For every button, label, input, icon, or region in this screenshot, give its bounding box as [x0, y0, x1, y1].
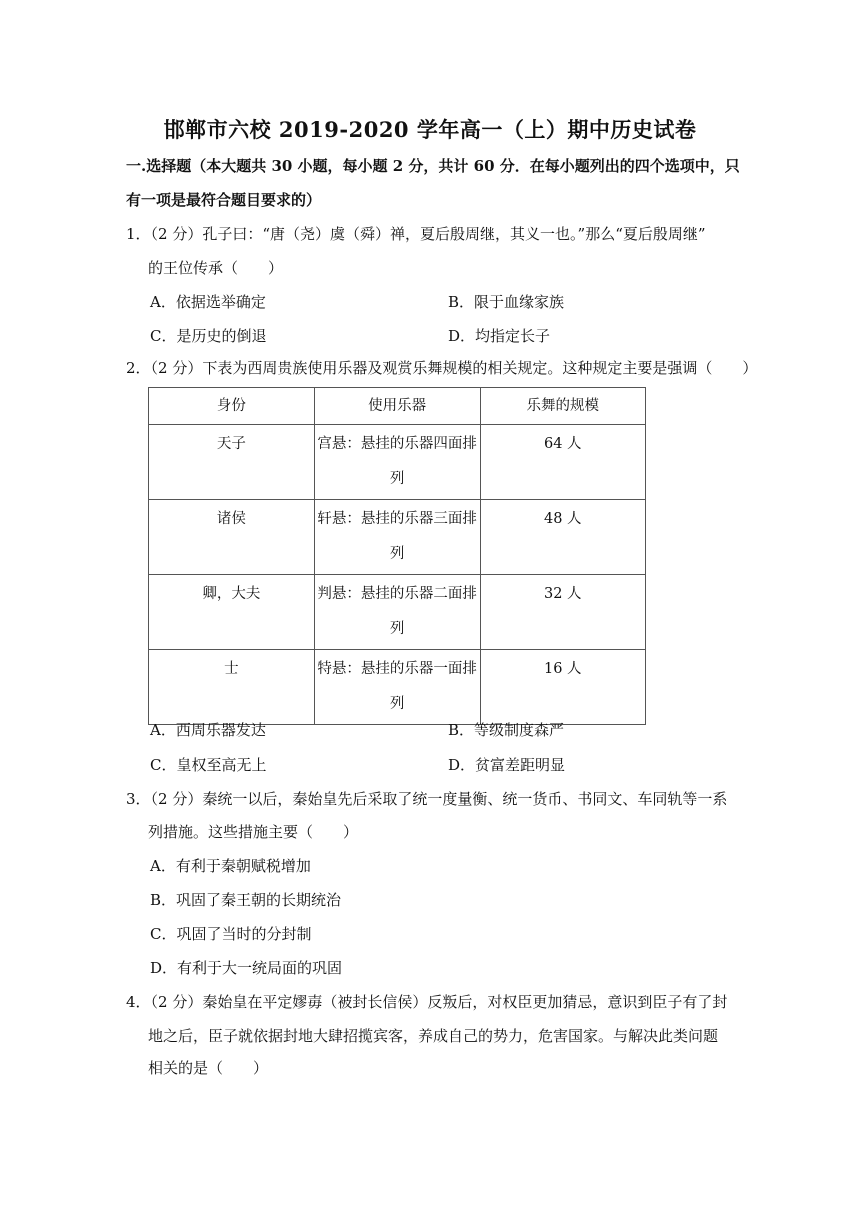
section-heading-line2: 有一项是最符合题目要求的） [126, 191, 322, 209]
table-header-scale: 乐舞的规模 [480, 388, 646, 425]
question-2-option-b: B．等级制度森严 [448, 721, 565, 739]
instrument-text-line2: 列 [389, 546, 405, 562]
question-2-option-a: A．西周乐器发达 [150, 721, 266, 739]
question-3-option-c: C．巩固了当时的分封制 [150, 925, 312, 943]
table-cell-rank: 士 [149, 650, 315, 725]
table-cell-instrument [314, 650, 480, 725]
page-title: 邯郸市六校 2019-2020 学年高一（上）期中历史试卷 [163, 117, 697, 142]
table-header-instrument: 使用乐器 [314, 388, 480, 425]
instrument-text-line1: 判悬：悬挂的乐器二面排 [317, 586, 477, 602]
question-3-stem-line2: 列措施。这些措施主要（ ） [148, 823, 359, 841]
table-cell-rank: 天子 [149, 425, 315, 500]
table-header-row [149, 388, 646, 425]
table-cell-rank: 诸侯 [149, 500, 315, 575]
table-cell-instrument [314, 575, 480, 650]
question-3-option-b: B．巩固了秦王朝的长期统治 [150, 891, 342, 909]
question-3-stem-line1: 3．（2 分）秦统一以后，秦始皇先后采取了统一度量衡、统一货币、书同文、车同轨等一系 [126, 790, 728, 808]
question-3-option-a: A．有利于秦朝赋税增加 [150, 857, 311, 875]
instrument-text-line1: 轩悬：悬挂的乐器三面排 [317, 511, 477, 527]
question-2-option-d: D．贫富差距明显 [448, 756, 566, 774]
table-cell-scale: 32 人 [480, 575, 646, 650]
question-3-option-d: D．有利于大一统局面的巩固 [150, 959, 343, 977]
question-4-stem-line3: 相关的是（ ） [148, 1059, 269, 1077]
question-1-stem-line2: 的王位传承（ ） [148, 259, 284, 277]
question-2-option-c: C．皇权至高无上 [150, 756, 267, 774]
table-cell-scale: 64 人 [480, 425, 646, 500]
instrument-text-line2: 列 [389, 621, 405, 637]
table-cell-instrument [314, 500, 480, 575]
table-cell-rank: 卿，大夫 [149, 575, 315, 650]
table-row [149, 500, 646, 575]
question-1-stem-line1: 1．（2 分）孔子曰：“唐（尧）虞（舜）禅，夏后殷周继，其义一也。”那么“夏后殷周继” [126, 225, 706, 243]
table-row [149, 650, 646, 725]
table-row [149, 425, 646, 500]
table-cell-scale: 48 人 [480, 500, 646, 575]
question-1-option-a: A．依据选举确定 [150, 293, 266, 311]
instrument-text-line2: 列 [389, 471, 405, 487]
section-heading-line1: 一.选择题（本大题共 30 小题，每小题 2 分，共计 60 分．在每小题列出的四个选项中，只 [126, 157, 740, 175]
instrument-text-line1: 宫悬：悬挂的乐器四面排 [317, 436, 477, 452]
question-4-stem-line1: 4．（2 分）秦始皇在平定嫪毐（被封长信侯）反叛后，对权臣更加猜忌，意识到臣子有了封 [126, 993, 728, 1011]
question-1-option-c: C．是历史的倒退 [150, 327, 267, 345]
question-2-stem-line1: 2．（2 分）下表为西周贵族使用乐器及观赏乐舞规模的相关规定。这种规定主要是强调（ ） [126, 359, 758, 377]
zhou-music-rules-table [148, 387, 646, 725]
table-header-rank: 身份 [149, 388, 315, 425]
table-cell-scale: 16 人 [480, 650, 646, 725]
table-cell-instrument [314, 425, 480, 500]
table-row [149, 575, 646, 650]
question-1-option-d: D．均指定长子 [448, 327, 551, 345]
question-1-option-b: B．限于血缘家族 [448, 293, 565, 311]
instrument-text-line1: 特悬：悬挂的乐器一面排 [317, 661, 477, 677]
question-4-stem-line2: 地之后，臣子就依据封地大肆招揽宾客，养成自己的势力，危害国家。与解决此类问题 [148, 1027, 719, 1045]
instrument-text-line2: 列 [389, 696, 405, 712]
